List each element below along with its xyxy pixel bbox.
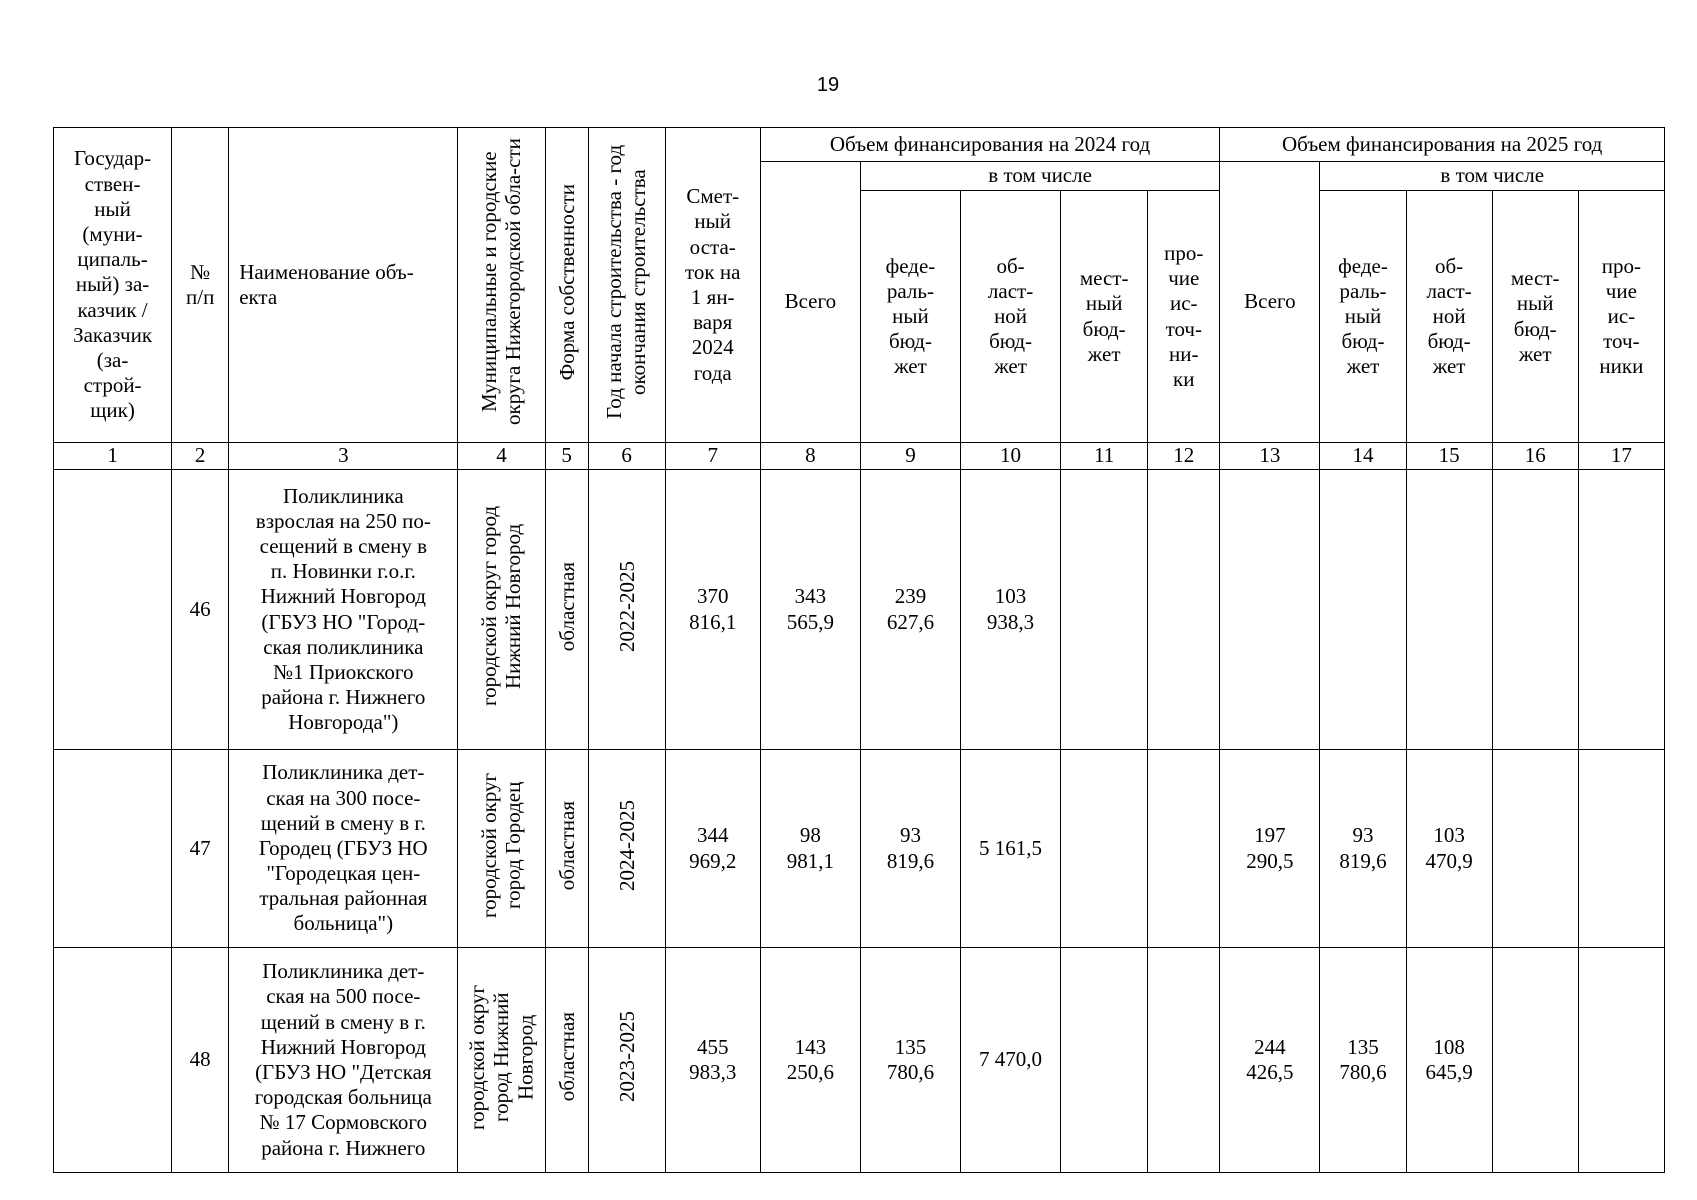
cell-years (588, 948, 665, 1173)
header-other-2024: про- чие ис- точ- ни- ки (1148, 191, 1220, 443)
cell-regional-2024: 7 470,0 (961, 948, 1061, 1173)
table-row (54, 470, 1665, 750)
header-funding-2025: Объем финансирования на 2025 год (1220, 128, 1665, 162)
cell-years-text: 2023-2025 (614, 1011, 639, 1103)
cell-estimate: 370 816,1 (665, 470, 760, 750)
header-total-2024: Всего (760, 162, 860, 443)
cell-total-2024: 98 981,1 (760, 750, 860, 948)
header-regional-2025: об- ласт- ной бюд- жет (1406, 191, 1492, 443)
column-number: 10 (961, 443, 1061, 470)
cell-municipality (458, 470, 545, 750)
header-total-2025: Всего (1220, 162, 1320, 443)
table-row (54, 948, 1665, 1173)
cell-years-text: 2024-2025 (614, 799, 639, 891)
cell-number: 48 (172, 948, 229, 1173)
cell-years-text: 2022-2025 (614, 560, 639, 652)
column-number: 13 (1220, 443, 1320, 470)
header-estimate: Смет- ный оста- ток на 1 ян- варя 2024 года (665, 128, 760, 443)
header-federal-2024: феде- раль- ный бюд- жет (860, 191, 960, 443)
column-number: 7 (665, 443, 760, 470)
header-funding-2024: Объем финансирования на 2024 год (760, 128, 1220, 162)
financing-table (53, 127, 1665, 1173)
header-years-text: Год начала строительства - год окончания строительства (602, 144, 651, 419)
column-number: 12 (1148, 443, 1220, 470)
column-number: 9 (860, 443, 960, 470)
cell-regional-2025: 103 470,9 (1406, 750, 1492, 948)
header-other-2025: про- чие ис- точ- ники (1578, 191, 1664, 443)
cell-other-2024 (1148, 750, 1220, 948)
cell-local-2024 (1061, 470, 1148, 750)
cell-regional-2025: 108 645,9 (1406, 948, 1492, 1173)
header-local-2025: мест- ный бюд- жет (1492, 191, 1578, 443)
cell-municipality-text: городской округ город Нижний Новгород (477, 506, 526, 707)
table-row (54, 750, 1665, 948)
cell-other-2025 (1578, 470, 1664, 750)
cell-federal-2024: 239 627,6 (860, 470, 960, 750)
cell-other-2024 (1148, 948, 1220, 1173)
cell-ownership (545, 750, 588, 948)
header-federal-2025: феде- раль- ный бюд- жет (1320, 191, 1406, 443)
column-number: 11 (1061, 443, 1148, 470)
cell-object-name: Поликлиника взрослая на 250 по- сещений в смену в п. Новинки г.о.г. Нижний Новгород (ГБУЗ НО "Город- ская поликлиника №1 Приокского района г. Нижнего Новгорода") (229, 470, 458, 750)
column-number: 2 (172, 443, 229, 470)
cell-years (588, 750, 665, 948)
cell-customer (54, 470, 172, 750)
header-including-2024: в том числе (860, 162, 1219, 191)
cell-local-2024 (1061, 750, 1148, 948)
cell-municipality (458, 750, 545, 948)
cell-federal-2025: 135 780,6 (1320, 948, 1406, 1173)
header-local-2024: мест- ный бюд- жет (1061, 191, 1148, 443)
cell-local-2025 (1492, 750, 1578, 948)
cell-number: 47 (172, 750, 229, 948)
cell-local-2024 (1061, 948, 1148, 1173)
cell-estimate: 455 983,3 (665, 948, 760, 1173)
column-number: 3 (229, 443, 458, 470)
cell-federal-2024: 135 780,6 (860, 948, 960, 1173)
column-number: 6 (588, 443, 665, 470)
header-object-name: Наименование объ- екта (229, 128, 458, 443)
cell-total-2025 (1220, 470, 1320, 750)
header-ownership-text: Форма собственности (554, 183, 579, 381)
cell-object-name: Поликлиника дет- ская на 500 посе- щений в смену в г. Нижний Новгород (ГБУЗ НО "Детская городская больница № 17 Сормовского района г. Нижнего (229, 948, 458, 1173)
cell-federal-2025: 93 819,6 (1320, 750, 1406, 948)
cell-object-name: Поликлиника дет- ская на 300 посе- щений в смену в г. Городец (ГБУЗ НО "Городецкая цен- тральная районная больница") (229, 750, 458, 948)
header-regional-2024: об- ласт- ной бюд- жет (961, 191, 1061, 443)
cell-total-2024: 343 565,9 (760, 470, 860, 750)
page-number: 19 (816, 74, 840, 96)
cell-regional-2024: 103 938,3 (961, 470, 1061, 750)
cell-customer (54, 948, 172, 1173)
cell-local-2025 (1492, 948, 1578, 1173)
cell-other-2025 (1578, 750, 1664, 948)
cell-ownership-text: областная (554, 1012, 579, 1102)
header-municipality-text: Муниципальные и городские округа Нижегородской обла-сти (477, 138, 526, 426)
cell-federal-2025 (1320, 470, 1406, 750)
header-including-2025: в том числе (1320, 162, 1665, 191)
cell-total-2025: 244 426,5 (1220, 948, 1320, 1173)
cell-other-2024 (1148, 470, 1220, 750)
column-number: 1 (54, 443, 172, 470)
cell-municipality-text: городской округ город Городец (477, 772, 526, 918)
cell-municipality-text: городской округ город Нижний Новгород (465, 984, 538, 1130)
header-number: № п/п (172, 128, 229, 443)
header-customer: Государ- ствен- ный (муни- ципаль- ный) за- казчик / Заказчик (за- строй- щик) (54, 128, 172, 443)
column-number: 17 (1578, 443, 1664, 470)
cell-total-2024: 143 250,6 (760, 948, 860, 1173)
column-number: 16 (1492, 443, 1578, 470)
header-ownership (545, 128, 588, 443)
cell-regional-2024: 5 161,5 (961, 750, 1061, 948)
header-years (588, 128, 665, 443)
cell-ownership (545, 470, 588, 750)
column-number: 15 (1406, 443, 1492, 470)
cell-years (588, 470, 665, 750)
cell-number: 46 (172, 470, 229, 750)
cell-ownership-text: областная (554, 800, 579, 890)
cell-federal-2024: 93 819,6 (860, 750, 960, 948)
cell-regional-2025 (1406, 470, 1492, 750)
header-municipality (458, 128, 545, 443)
column-number: 8 (760, 443, 860, 470)
column-number: 14 (1320, 443, 1406, 470)
cell-ownership (545, 948, 588, 1173)
column-number: 4 (458, 443, 545, 470)
cell-local-2025 (1492, 470, 1578, 750)
header-row-1 (54, 128, 1665, 162)
cell-customer (54, 750, 172, 948)
cell-other-2025 (1578, 948, 1664, 1173)
cell-estimate: 344 969,2 (665, 750, 760, 948)
cell-ownership-text: областная (554, 561, 579, 651)
cell-total-2025: 197 290,5 (1220, 750, 1320, 948)
column-number-row (54, 443, 1665, 470)
cell-municipality (458, 948, 545, 1173)
column-number: 5 (545, 443, 588, 470)
